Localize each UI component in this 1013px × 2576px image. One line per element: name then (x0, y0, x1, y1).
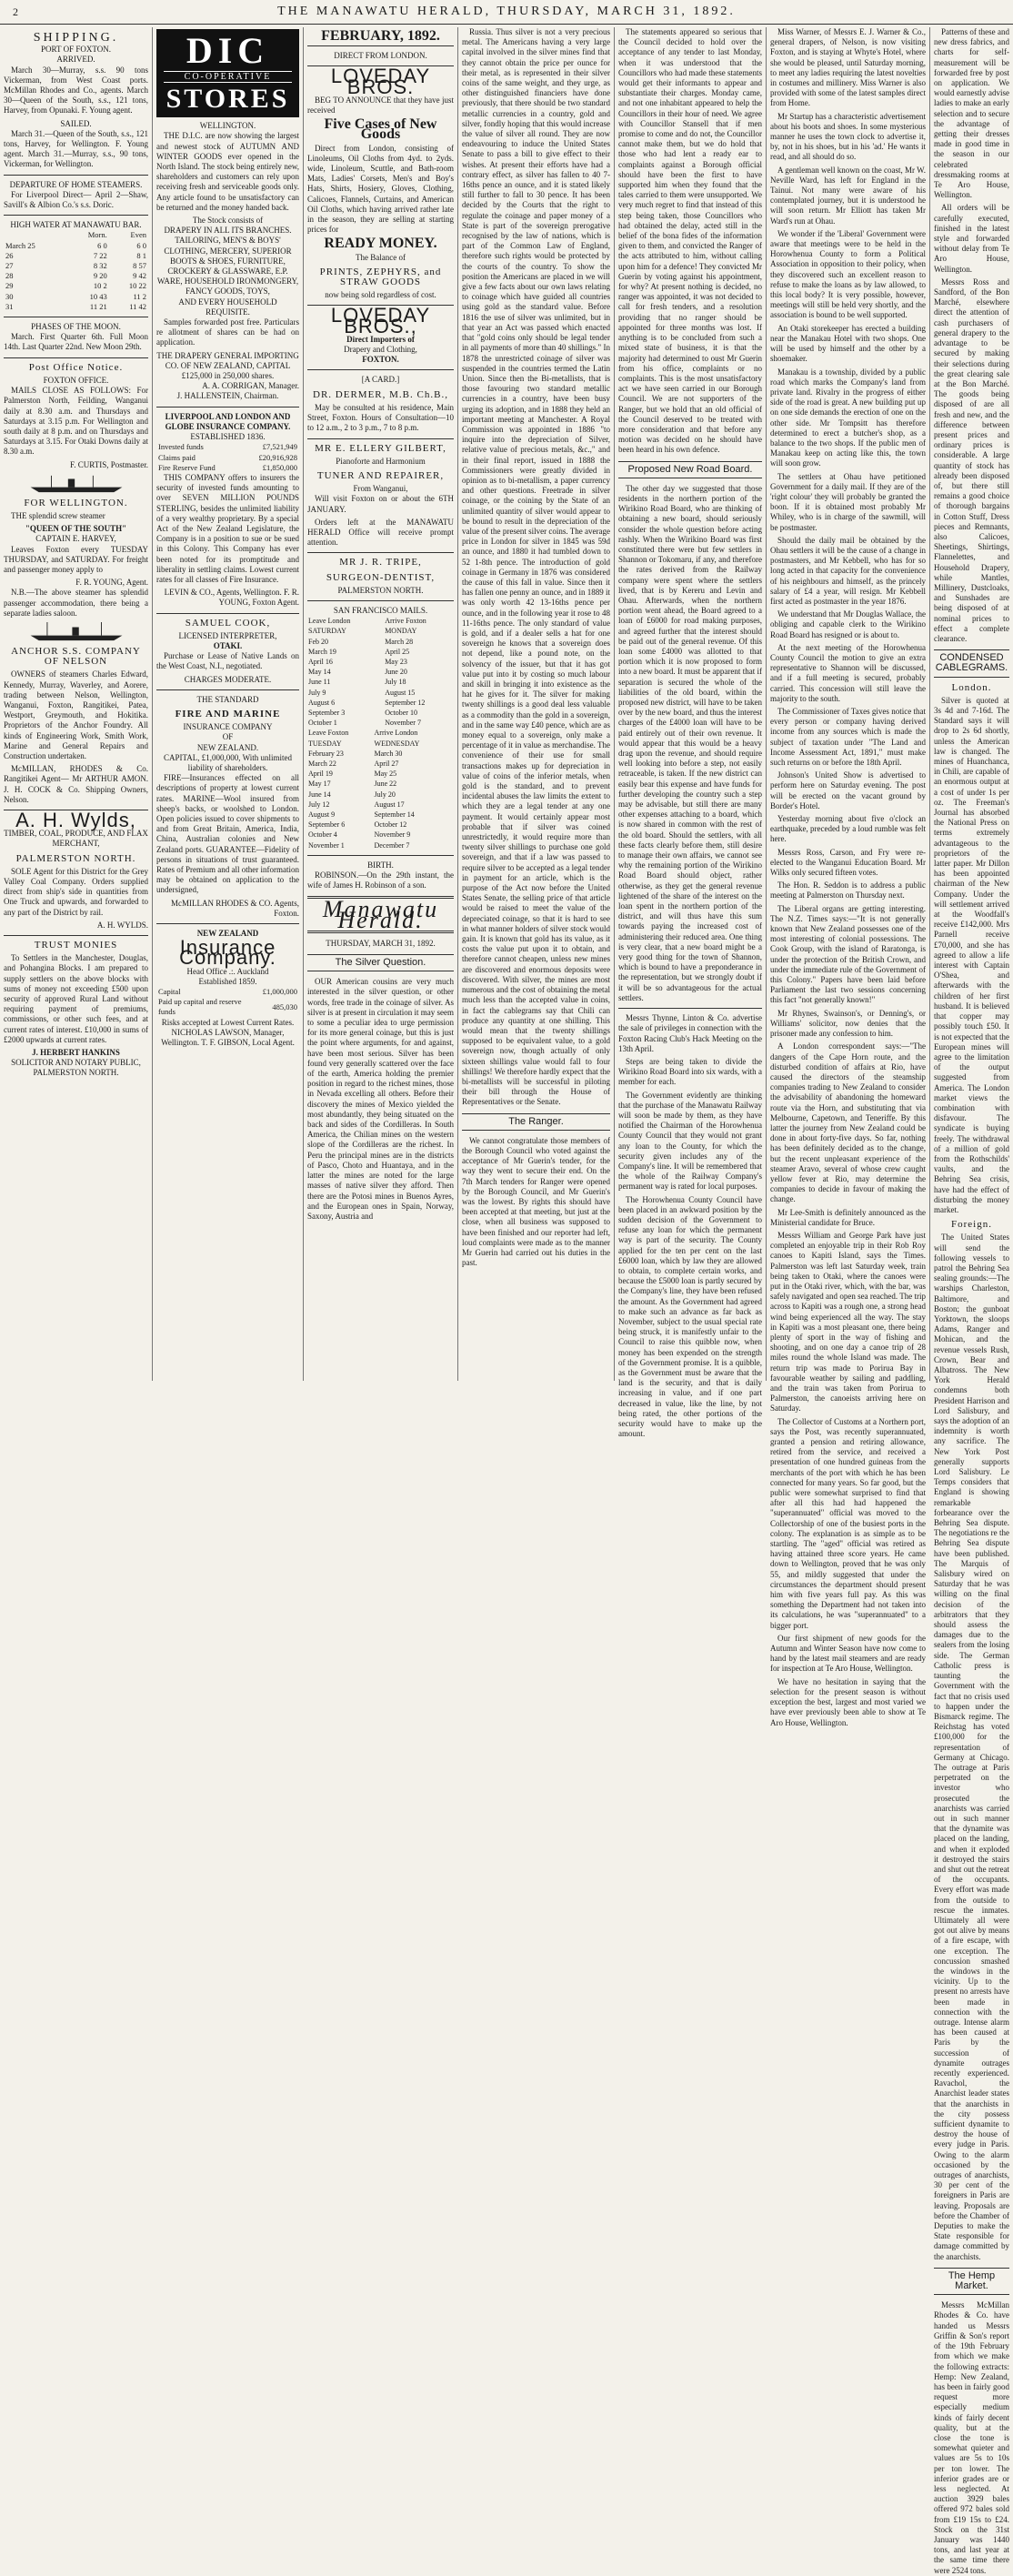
page-number: 2 (13, 5, 18, 18)
cook-sub: LICENSED INTERPRETER, (178, 630, 277, 640)
news-item: Messrs William and George Park have just completed an enjoyable trip in their Rob Roy canoes to Kapiti Island, says the Times. Palmerston was left last Saturday week, train being taken to Otaki, where the canoes were put in the Otaki river, which, with the bar, was safely navigated and open sea reached. The trip across to Kapiti was a rough one, a strong head wind being experienced all the way. The stay in Kapiti was a most pleasant one, there being plenty of sport in the way of fishing and shooting, and on one day a canoe trip of 28 miles round the whole Island was made. The return trip was made to Porirua Bay in favourable weather by sailing and paddling, and the train was taken from Porirua to Palmerston, the canoeists arriving here on Saturday. (770, 1230, 926, 1414)
std-title: THE STANDARD (196, 694, 259, 704)
prints: PRINTS, ZEPHYRS, and STRAW GOODS (319, 266, 442, 288)
ranger-text: We cannot congratulate those members of the Borough Council who voted against the acceptance of Mr Guerin's tender, for the way they went to secure their end. On the 7th March tenders for Ranger were opened by the Borough Council, and Mr Guerin's was the lowest. By rights this should have been accepted at that meeting, but just at the close, when all business was supposed to have been finished and our reporter had left, loud complaints were made as to the manner Mr Guerin had carried out his duties in the past. (462, 1135, 610, 1268)
wellington-text: THE splendid screw steamer (11, 510, 105, 520)
date-line: THURSDAY, MARCH 31, 1892. (326, 938, 436, 948)
table-row: May 17 June 22 (308, 780, 397, 789)
silver-text: OUR American cousins are very much interested in the silver question, or other words, free trade in the coinage of silver. As silver is at present in circulation it may seem to some a peculiar idea to urge permission for its more general coinage, but this is just the point where arguments, for and against, have been most serious. Silver has been found very generally scattered over the face of the earth, America holding the premier position in regard to the richest mines, those in Nevada excelling all others. Before their discovery the mines of Mexico yielded the most abundantly, they being situated on the back and sides of the Cordilleras. In South America, the Chilian mines on the western slope of the Cordilleras are the richest. In Peru the principal mines are in the districts of Pasco, Choto and Huantaya, and in the latter the mines are noted for the large masses of native silver they afford. Then there are the Potosi mines in Buenos Ayres, and the European ones in Spain, Norway, Saxony, Austria and (307, 977, 454, 1221)
steps-text: Steps are being taken to divide the Wirikino Road Board into six wards, with a member for each. (618, 1056, 762, 1087)
news-item: A London correspondent says:—"The dangers of the Cape Horn route, and the disturbed condition of affairs at Rio, have caused the directors of the steamship companies trading to New Zealand to consider the advisability of abandoning the homeward route via the Horn, and substituting that via Melbourne, Capetown, and Teneriffe. By this latter the journey from New Zealand could be done in about forty-five days. So far, nothing has been definitely decided as to the change, but the recent unpleasant experience of the steamer Aravo, several of whose crew caught yellow fever at Rio, may determine the companies to decide in favour of making the change. (770, 1041, 926, 1204)
tripe-sub: SURGEON-DENTIST, (326, 571, 436, 583)
dic-samples: Samples forwarded post free. Particulars re allotment of shares can be had on application. (156, 317, 299, 347)
table-row: October 1 November 7 (308, 719, 421, 728)
nz-table (156, 987, 299, 1018)
gilbert-title: MR E. ELLERY GILBERT, (315, 442, 446, 454)
wylds-sub: TIMBER, COAL, PRODUCE, AND FLAX MERCHANT, (4, 829, 148, 849)
cook-charges: CHARGES MODERATE. (184, 674, 272, 684)
dic-text: THE D.I.C. are now showing the largest and newest stock of AUTUMN AND WINTER GOODS ever opened in the North Island. The stock being entirely new, shareholders and customers can rely upon receiving fresh and serviceable goods only. Any article found to be unsatisfactory can be returned and the money handed back. (156, 131, 299, 212)
tripe-place: PALMERSTON NORTH. (337, 585, 424, 595)
queen-agent: F. R. YOUNG, Agent. (75, 578, 148, 588)
arrived-label: ARRIVED. (56, 55, 95, 65)
column-6 (767, 27, 930, 1727)
loveday-title-2: LOVEDAY BROS., (330, 304, 431, 337)
std-capital: CAPITAL, £1,000,000, With unlimited liability of shareholders. (164, 752, 292, 772)
masthead-title: THE MANAWATU HERALD, THURSDAY, MARCH 31, 1892. (277, 5, 736, 18)
table-row: Feb 20 March 28 (308, 637, 414, 646)
anchor-agents: McMILLAN, RHODES & Co. Rangitikei Agent— Mr ARTHUR AMON. J. H. COCK & Co. Shipping Owners, Nelson. (4, 764, 148, 804)
mails-table-1: Leave London SATURDAY Arrive Foxton MONDAY Feb 20 March 28 March 19 April 25 April 16 May 23 May 14 June 20 June 11 July 18 July 9 August 15 August 6 September 12 September 3 October 10 October 1 November 7 (307, 616, 454, 728)
table-row: 26 7 22 8 1 (5, 250, 146, 260)
drapery: Drapery and Clothing, (344, 345, 417, 355)
news-item: At the next meeting of the Horowhenua County Council the motion to give an extra representative to Shannon will be discussed, and if a full meeting is secured, probably carried. This concession will still leave the majority to the south. (770, 642, 926, 703)
anchor-text: OWNERS of steamers Charles Edward, Kennedy, Murray, Waverley, and Aorere, trading between Nelson, Wellington, Wanganui, Foxton, Rangitikei, Patea, Westport, Greymouth, and Hokitika. Proprietors of the Anchor Foundry. All kinds of Engineering Work, Smith Work, Marine and General Repairs and Construction undertaken. (4, 669, 148, 760)
dic-logo: DIC CO-OPERATIVE STORES (156, 29, 299, 117)
hankins-name: J. HERBERT HANKINS (32, 1048, 120, 1058)
steamship-icon (22, 622, 131, 642)
news-item: Mr Rhynes, Swainson's, or Denning's, or Williams' solicitor, now denies that the prisoner made any confession to him. (770, 1008, 926, 1039)
news-item: Should the daily mail be obtained by the Ohau settlers it will be the cause of a change in postmasters, and Mr Kebbell, who has for so long acted in that capacity for the convenience of his neighbours and himself, as the princely salary of £4 a year, will resign. Mr Kebbell first acted as postmaster in the year 1876. (770, 535, 926, 606)
card-label: [A CARD.] (361, 375, 400, 385)
news-item: Patterns of these and new dress fabrics, and charts for self-measurement will be forwarded free by post on application. We would earnestly advise ladies to make an early selection and to secure the advantage of getting their dresses made in good time in the season in our celebrated dressmaking rooms at Te Aro House, Wellington. (934, 27, 1009, 200)
post-office-sign: F. CURTIS, Postmaster. (69, 459, 148, 469)
nz-risks: Risks accepted at Lowest Current Rates. (161, 1017, 295, 1027)
foreign-text: The United States will send the following vessels to patrol the Behring Sea sealing grounds:—The warships Charleston, Baltimore, and Boston; the gunboat Yorktown, the sloops Adams, Ranger and Mohican, and the revenue vessels Rush, Crown, Bear and Albatross. The New York Herald condemns both President Harrison and Lord Salisbury, and says the adoption of an indemnity is worth any sacrifice. The New York Post generally supports Lord Salisbury. Le Temps considers that England is showing remarkable forbearance over the Behring Sea dispute. The negotiations re the Behring Sea dispute have been published. The Marquis of Salisbury wired on Saturday that he was willing on the final decision of the arbitrators that they should assess the damages due to the sealers from the losing side. The German Catholic press is taunting the Government with the fact that no crisis used to happen under the Bismarck regime. The Reichstag has voted £100,000 for the representation of Germany at Chicago. The outrage at Paris perpetrated on the investor who prosecuted the anarchists was carried out in such manner that the dynamite was placed on the landing, and when it exploded it destroyed the stairs and shut out the retreat of the occupants. Every effort was made from the outside to rescue the inmates. Ultimately all were got out alive by means of a fire escape, with one exception. The concussion smashed the windows in the vicinity. Up to the present no arrests have been made in connection with the outrage. Intense alarm has been caused at Paris by the succession of dynamite outrages recently experienced. Ravachol, the Anarchist leader states that the anarchists in the city possess sufficient dynamite to destroy the house of every judge in Paris. Owing to the alarm occasioned by the outrages of anarchists, 30 per cent of the foreigners in Paris are leaving. Proposals are before the Chamber of Deputies to make the State responsible for damage committed by the anarchists. (934, 1233, 1009, 2261)
cook-place: OTAKI. (213, 640, 243, 650)
tide-table: Morn. Even March 25 6 0 6 0 26 7 22 8 1 27 8 32 8 57 28 9 20 9 42 29 10 2 10 22 30 10 43 11 2 31 11 21 11 42 (5, 230, 146, 311)
dic-list: DRAPERY IN ALL ITS BRANCHES. TAILORING, MEN'S & BOYS' CLOTHING, MERCERY, SUPERIOR BOOTS & SHOES, FURNITURE, CROCKERY & GLASSWARE, E.P. WARE, HOUSEHOLD IRONMONGERY, FANCY GOODS, TOYS, (156, 226, 299, 297)
mails-table-2: Leave Foxton TUESDAY Arrive London WEDNESDAY February 23 March 30 March 22 April 27 April 19 May 25 May 17 June 22 June 14 July 20 July 12 August 17 August 9 September 14 September 6 October 12 October 4 November 9 November 1 December 7 (307, 728, 454, 850)
table-row: April 19 May 25 (308, 770, 397, 779)
dermer-text: May be consulted at his residence, Main Street, Foxton. Hours of Consultation—10 to 12 a.m., 2 to 3 p.m., 7 to 8 p.m. (307, 402, 454, 433)
gilbert-from: From Wanganui, (353, 484, 408, 494)
table-row: Invested funds £7,521,949 (158, 442, 297, 452)
hemp-title: The Hemp Market. (934, 2268, 1009, 2295)
news-item: Mr Lee-Smith is definitely announced as the Ministerial candidate for Bruce. (770, 1207, 926, 1227)
port-title: PORT OF FOXTON. (41, 45, 111, 55)
std-text: FIRE—Insurances effected on all descriptions of property at lowest current rates. MARINE—Wool insured from sheep's backs, or woolshed to London. Open policies issued to cover shipments to and from Great Britain, America, India, China, Australian colonies and New Zealand ports. GUARANTEE—Fidelity of persons in situations of trust guaranteed. Rates of Premium and all other information may be obtained on application to the undersigned, (156, 773, 299, 895)
table-row: Fire Reserve Fund £1,850,000 (158, 462, 297, 472)
road-title: Proposed New Road Board. (618, 461, 762, 478)
arrived-text: March 30—Murray, s.s. 90 tons Vickerman, from West Coast ports. McMillan Rhodes and Co., agents. March 30—Queen of the South, s.s., 121 tons, Harvey, from Opunaki. F. Young agent. (4, 65, 148, 116)
moon-title: PHASES OF THE MOON. (31, 322, 121, 332)
wellington-title: FOR WELLINGTON. (24, 497, 128, 508)
steamship-icon (22, 474, 131, 494)
now-selling: now being sold regardless of cost. (325, 290, 436, 300)
sailed-label: SAILED. (60, 118, 92, 128)
moon-text: March. First Quarter 6th. Full Moon 14th. Last Quarter 22nd. New Moon 29th. (4, 332, 148, 352)
news-item: A gentleman well known on the coast, Mr W. Neville Ward, has left for England in the Tainui. Not many were aware of his contemplated journey, but it is understood he will soon return. Mr Elliott has taken Mr Ward's run at Ohau. (770, 165, 926, 226)
table-row: 27 8 32 8 57 (5, 261, 146, 271)
table-row: July 12 August 17 (308, 800, 405, 809)
std-fire: FIRE AND MARINE (175, 708, 281, 719)
london-title: London. (951, 681, 992, 693)
dic-req: AND EVERY HOUSEHOLD REQUISITE. (178, 297, 277, 317)
news-item: Messrs Ross, Carson, and Fry were re-elected to the Wanganui Education Board. Mr Wilks only secured fifteen votes. (770, 847, 926, 878)
hankins-place: PALMERSTON NORTH. (33, 1068, 119, 1078)
news-item: Manakau is a township, divided by a public road which marks the Company's land from private land. Rivalry in the progress of either side of the road is great. A new building put up on one side demands the erection of one on the other side. Mr Tompsitt has therefore determined to erect a butcher's shop, as a balance to the two shops. If the public men of Manakau keep on acting like this, the town will soon grow. (770, 367, 926, 468)
table-row: February 23 March 30 (308, 749, 403, 758)
queen-name: "QUEEN OF THE SOUTH" (25, 524, 127, 534)
wylds-text: SOLE Agent for this District for the Grey Valley Coal Company. Orders supplied direct from ship's side in quantities from One Truck and upwards, and forwarded to any part of the District by rail. (4, 866, 148, 917)
shipping-title: SHIPPING. (33, 31, 119, 45)
news-item: We have no hesitation in saying that the selection for the present season is without exception the best, largest and most varied we have ever previously been able to show at Te Aro House, Wellington. (770, 1676, 926, 1727)
table-row: October 4 November 9 (308, 830, 411, 840)
cook-title: SAMUEL COOK, (185, 617, 271, 629)
table-row: November 1 December 7 (308, 840, 410, 850)
trust-title: TRUST MONIES (34, 940, 118, 951)
dermer-title: DR. DERMER, M.B. Ch.B., (313, 388, 448, 400)
table-row: August 6 September 12 (308, 698, 426, 707)
column-4 (458, 27, 615, 1381)
ready-money: READY MONEY. (324, 236, 437, 252)
goods-text: Direct from London, consisting of Linoleums, Oil Cloths from 4yd. to 2yds. wide, Linoleum, Scuttle, and Bath-room Mats, Ladies' Corsets, Men's and Boy's Hats, Shirts, Hosiery, Gloves, Clothing, Calicoes, Flannels, Curtains, and American Oil Cloths, which having arrived rather late in the season, they are selling at starting prices for (307, 143, 454, 235)
nz-est: Established 1859. (198, 976, 257, 986)
birth-text: ROBINSON.—On the 29th instant, the wife of James H. Robinson of a son. (307, 870, 454, 891)
table-row: August 9 September 14 (308, 810, 415, 819)
table-row: September 6 October 12 (308, 820, 407, 830)
table-row: Paid up capital and reserve funds 485,030 (158, 997, 297, 1017)
table-row: June 14 July 20 (308, 790, 396, 799)
std-agents: McMILLAN RHODES & CO. Agents, Foxton. (171, 898, 299, 918)
gilbert-orders: Orders left at the MANAWATU HERALD Office will receive prompt attention. (307, 517, 454, 548)
five-cases: Five Cases of New Goods (324, 116, 437, 143)
std-of: OF (222, 732, 234, 742)
silver-title: The Silver Question. (307, 954, 454, 971)
news-item: Johnson's United Show is advertised to perform here on Saturday evening. The post will be erected on the vacant ground by Border's Hotel. (770, 770, 926, 810)
news-item: All orders will be carefully executed, finished in the latest style and forwarded without delay from Te Aro House, Wellington. (934, 203, 1009, 274)
news-item: Messrs Ross and Sandford, of the Bon Marché, elsewhere direct the attention of cash purchasers of general drapery to the advantage to be secured by making their selections during the great clearing sale at the Bon Marché. The goods being disposed of are all fresh and new, and the difference between present prices and ordinary prices is considerable. A large quantity of stock has already been disposed of, but there still remains a good choice of thorough bargains in Cotton Stuff, Dress pieces and Remnants, also Calicoes, Sheetings, Shirtings, Flannelettes, and Household Drapery, while Mantles, Millinery, Dustcloaks, and Sunshades are being disposed of at nominal prices to effect a complete clearance. (934, 277, 1009, 643)
table-row: 30 10 43 11 2 (5, 291, 146, 301)
cable-title: CONDENSED CABLEGRAMS. (934, 649, 1009, 677)
cook-text: Purchase or Lease of Native Lands on the West Coast, N.I., negotiated. (156, 651, 299, 671)
table-row: June 11 July 18 (308, 678, 406, 687)
column-5 (615, 27, 767, 1439)
gilbert-text: Will visit Foxton on or about the 6TH JANUARY. (307, 494, 454, 514)
news-item: The Commissioner of Taxes gives notice that every person or company having derived income from any sources which is made the subject of taxation under "The Land and Income Assessment Act, 1891," must make such returns on or before the 18th April. (770, 707, 926, 768)
feb-title: FEBRUARY, 1892. (321, 28, 440, 44)
table-row: September 3 October 10 (308, 708, 417, 717)
table-row: May 14 June 20 (308, 668, 407, 677)
foxton: FOXTON. (362, 355, 399, 365)
tripe-title: MR J. R. TRIPE, (339, 557, 422, 569)
road-text: The other day we suggested that those residents in the northern portion of the Wirikino Road Board, who are thinking of obtaining a new board, should seriously consider the whole question before acting rashly. When the Wirikino Board was first constituted there were but few settlers in Shannon or Tokomaru, if any, and therefore the rates derived from the Railway company were spent where the settlers lived, that is by Kereru and Levin and Ohau. Afterwards, when the northern portion went ahead, the Board agreed to a loan of £6000 for road making purposes, and agreed further that the interest should be paid out of the general revenue. Of this loan some £4000 was allotted to that portion which it is now proposed to form into a new board. It must be apparent that if separation is secured the whole of the liabilities of the old board, within the proposed new district, will have to be taken over by the new board, and thus the interest charges of the £4000 loan will have to be paid entirely out of their own revenue. It would appear that this would be a heavy drag upon the revenue, and should require well looking into before a step, not easily retraceable, is taken. If the new district can easily bear this expense and have funds for further developing the country such a step may be advisable, but still there are many other expenses attaching to a board, which is now shared in common with the rest of the old board. Should the settlers, with all these facts clearly before them, still desire to manage their own affairs, we cannot see why the remaining portion of the Wirikino Road Board should object, rather otherwise, as they get the general revenue lightened of the share of the interest on the loan spent in the northern portion of the district, and will thus have this sum towards paying the increased cost of administering their reduced area. One thing is very clear, that a new board might be a very good thing for the town of Shannon, which is bound to have a preponderance in the representation, but we strongly doubt if it will be so advantageous for the actual settlers. (618, 483, 762, 1002)
news-item: The Hon. R. Seddon is to address a public meeting at Palmerston on Thursday next. (770, 880, 926, 901)
column-3 (304, 27, 458, 1381)
nz-head: Head Office .:. Auckland (186, 966, 269, 976)
lpool-table (156, 442, 299, 473)
lpool-est: ESTABLISHED 1836. (190, 432, 266, 442)
importers: Direct Importers of (346, 334, 415, 344)
herald-title: Manawatu Herald. (322, 896, 439, 933)
table-row: March 22 April 27 (308, 759, 399, 768)
queen-text: Leaves Foxton every TUESDAY THURSDAY, and SATURDAY. For freight and passenger money apply to (4, 544, 148, 574)
lpool-title: LIVERPOOL AND LONDON AND GLOBE INSURANCE COMPANY. (165, 411, 291, 431)
departure-text: For Liverpool Direct— April 2—Shaw, Savill's & Albion Co.'s s.s. Doric. (4, 189, 148, 210)
balance: The Balance of (356, 252, 406, 262)
govt-text: The Government evidently are thinking that the purchase of the Manawatu Railway will soon be made by them, as they have notified the Chairman of the Horowhenua County Council that they would not grant any loan to the County, for which the security given includes any of the Company's line. It will be remembered that the whole of the Railway Company's permanent way is rated for local purposes. (618, 1090, 762, 1192)
horo-text: The Horowhenua County Council have been placed in an awkward position by the sudden decision of the Government to refuse any loan for which the permanent way is part of the security. The County applied for the ten per cent on the last £6000 loan, which by law they are allowed to obtain, to complete certain works, and because the £5000 loan is partly secured by the Company's line, they have been refused the amount. As the Government had agreed to make such an advance as far back as November, subject to the usual special rate being struck, it is manifestly unfair to the Council to raise this quibble now, when money has been expended on the strength of the Government promise. It is a quibble, as the Government must be aware that the land is the security, and that is daily increasing in value, and if one part decreased in value, like the line, by not being rated, the other portions of the security would have to make up the amount. (618, 1194, 762, 1439)
lpool-agents: LEVIN & CO., Agents, Wellington. F. R. YOUNG, Foxton Agent. (164, 588, 299, 608)
tuner-title: TUNER AND REPAIRER, (316, 469, 445, 481)
lpool-text: THIS COMPANY offers to insurers the security of invested funds amounting to over SEVEN MILLION POUNDS STERLING, besides the unlimited liability of a very wealthy proprietary. By a special Act of the New Zealand Legislature, the Company is in a position to sue or be sued in this Colony. This Company has ever been noted for its promptitude and liberality in settling claims. Lowest current rates for all classes of Fire Insurance. (156, 472, 299, 584)
silver-text-cont: Russia. Thus silver is not a very precious metal. The Americans having a very large capital involved in the silver mines find that they cannot obtain the price per ounce for their metal, as is represented in their silver coins of the same weight, and they urge, as other distinguished financiers have done previously, that there should be two standard metallic currencies in a country, gold and silver, fondly hoping that this would increase the value of silver all round. They are now endeavouring to induce the United States Senate to pass a bill to give effect to their wishes. At present their efforts have had a contrary effect, as silver has fallen to 40 7-16ths pence an ounce, and it is stated likely still further to fall to 30 pence. It has been decided by the Courts that the right to regulate the coinage and paper money of a State is part of the sovereign prerogative recognised by the law of nations, which is part of the Common Law of England, therefore such rights would be protected by the courts of the country. To show the position the Americans are placed in we will give a few facts about our own laws relating to coinage which have guided all countries using gold as the standard value. Before 1816 the use of silver was unlimited, but in that year an Act was passed which enacted that "gold coins only should be legal tender in all payments of more than 40 shillings." In 1878 the unrestricted coinage of silver was suspended in the countries termed the Latin Union. Since then the Bi-metallists, that is those favouring two standard metallic currencies in a country, have been busy urging its adoption, and in 1888 they held an important meeting at Manchester. A Royal Commission was appointed in 1886 "to inquire into the depreciation of Silver, relative value of precious metals, &c.," and in their final report, issued in 1888 the Commissioners were greatly divided in opinion as to bi-metallism, a paper currency and other questions. Freetrade in silver coinage, or the coining by the State of an unlimited quantity of silver would appear to be bound to result in the depreciation of the value of the present silver coins. The average price in London for silver in 1845 was 59d an ounce, and 1880 it had tumbled down to 52 1-8th pence. The introduction of gold coinage in Germany in 1876 was considered the cause of this fall in value. Since then it has fallen one penny an ounce, and in 1889 it was only worth 42 13-16ths pence per ounce, and in the following year it rose to 48 11-16ths pence. The only standard of value is gold, and if a dealer sells a hat for one sovereign he knows that a sovereign does not depend, like a pound note, on the solvency of the issuer, but that it has got value put into it by costing so much labour and skill in bringing it into existence as the hat he gives for it. The silver for making twenty shillings is a good deal less valuable as a commodity than the gold in a sovereign, and in the same way £40 pence, which are as money equal to a sovereign, only make a percentage of it in value as merchandise. The convenience of their use for small transactions makes up for depreciation in value of coins of the inferior metals, when gold is the standard, and to prevent incidental abuses the law limits the extent to which they are a legal tender at any one payment. It would certainly appear most probable that if silver was coined unrestrictedly, it would require more than twenty silver shillings to purchase one gold sovereign, and that if a law was passed to require silver to be accepted as a legal tender in payment for an article, which is the purpose of the Act now before the United States Senate, the selling price of that article would be raised to meet the value of the depreciated coinage, so that it is hard to see in what manner holders of silver stock would gain. It is known that gold has its value, as it costs the value put upon it to obtain, and therefore cannot cheapen, unless new mines are discovered and enormous deposits were discovered. With silver, the mines are most numerous and the cost of obtaining the metal much less than the accepted value in coins, in fact the cablegrams say that Chili can produce any quantity at one shilling. This would mean that the twenty shillings supposed to be equivalent value, to a gold sovereign now, though actually of only sixteen shillings value would fall to four shillings! We therefore hardly expect that the bi-metallists will be successful in piloting their bill through the House of Representatives or the Senate. (462, 27, 610, 1107)
news-item: An Otaki storekeeper has erected a building near the Manakau Hotel with two shops. One will be used by himself and the other by a shoemaker. (770, 323, 926, 364)
nz-sign: NICHOLAS LAWSON, Manager, Wellington. T. F. GIBSON, Local Agent. (161, 1027, 295, 1048)
column-7 (930, 27, 1013, 2575)
table-row: Claims paid £20,916,928 (158, 452, 297, 462)
std-nz: NEW ZEALAND. (196, 742, 259, 752)
foreign-title: Foreign. (951, 1219, 992, 1231)
news-item: The Collector of Customs at a Northern port, says the Post, was recently superannuated, granted a pension and retiring allowance, retired from the service, and received a presentation of one hundred guineas from the merchants of the port with which he has been connected for many years. So far good, but the public were somewhat surprised to find that after all this had had happened the "superannuated" official was moved to the Collectorship of one of the busiest ports in the colony. The explanation is as simple as to be startling. The "aged" official was retired as having attained three score years. He came down to Wellington, proved that he was only 55, and mildly suggested that under the circumstances the department should present him with five years full pay. As this was something the Department had not taken into its calculations, he was "superannuated" to a bigger port. (770, 1416, 926, 1630)
anchor-title: ANCHOR S.S. COMPANY OF NELSON (11, 645, 141, 668)
departure-title: DEPARTURE OF HOME STEAMERS. (9, 179, 143, 189)
dic-consists: The Stock consists of (192, 216, 264, 226)
sailed-text: March 31.—Queen of the South, s.s., 121 tons, Harvey, for Wellington. F. Young agent. March 31.—Murray, s.s., 90 tons, Vickerman, for Wellington. (4, 128, 148, 169)
table-row: March 19 April 25 (308, 647, 410, 656)
dic-place: WELLINGTON. (199, 121, 256, 131)
hemp-text: Messrs McMillan Rhodes & Co. have handed us Messrs Griffin & Son's report of the 19th February from which we make the following extracts: Hemp: New Zealand, has been in fairly good request more especially medium kinds of fairly decent quality, but at the close the tone is somewhat quieter and values are 5s to 10s per ton lower. The inferior grades are or less neglected. At auction 3929 bales offered 972 bales sold from £19 15s to £24. Stock on the 31st January was 1440 tons, and last year at the same time there were 2524 tons. (934, 2300, 1009, 2575)
column-2 (153, 27, 304, 1381)
birth-title: BIRTH. (367, 860, 394, 870)
post-office-sub: FOXTON OFFICE. (43, 375, 109, 385)
post-office-text: MAILS CLOSE AS FOLLOWS: For Palmerston North, Feilding, Wanganui daily at 8.30 a.m. and Thursdays and Saturdays at 3.15 p.m. For Wellington and south daily at 8 p.m. and on Thursdays and Saturdays at 3.15. For Otaki Downs daily at 8.30 a.m. (4, 386, 148, 457)
ranger-title: The Ranger. (462, 1113, 610, 1131)
dic-chair: J. HALLENSTEIN, Chairman. (176, 391, 279, 401)
column-1 (0, 27, 153, 1381)
table-row: 28 9 20 9 42 (5, 271, 146, 281)
news-item: The settlers at Ohau have petitioned Government for a daily mail. If they are of the 'right colour' they will probably be granted the boon. If it is obtained most probably Mr Whiley, who is in charge of the sawmill, will be postmaster. (770, 471, 926, 532)
news-item: Yesterday morning about five o'clock an earthquake, preceded by a loud rumble was felt here. (770, 814, 926, 844)
tide-title: HIGH WATER AT MANAWATU BAR. (10, 220, 142, 230)
news-item: The Liberal organs are getting interesting. The N.Z. Times says:—"It is not generally known that New Zealand possesses one of the most interesting of colonial possessions. The Cook Group, with the island of Raratonga, is under the protection of the British Crown, and under the immediate rule of the Government of this Colony." Papers have been laid before Parliament the last two sessions concerning this fact "not generally known!" (770, 903, 926, 1005)
nz-title: NEW ZEALAND (196, 929, 259, 939)
table-row: July 9 August 15 (308, 688, 416, 697)
table-row: Capital £1,000,000 (158, 987, 297, 997)
ranger-text-cont: The statements appeared so serious that the Council decided to hold over the acceptance of any tender to last Monday, when it was understood that the Councillors who had made these statements would get their informants to appear and substantiate their charges. Monday came, and not one inhabitant appeared to help the Councillors in their hour of need. We agree with Councillor Stansell that if men promise to come and do not, the Councillor cannot make them, but we do hold that those who had lent a ready ear to complaints against a Borough official should have been the first to have supported him when they found that the tales carried to them were unsupported. We very much regret to find that instead of this step being taken, those Councillors who had obtained the delay, acted still in the belief of the bona fides of the information given to them, and convicted the Ranger of the acts attributed to him, without calling upon him for a defence! They convicted Mr Guerin by voting against his appointment, for why? At present nothing is decided, no ranger was appointed, it was not decided to call for fresh tenders, and a resolution providing that no ranger should be appointed for three months was lost. If anything is to be concluded from such a mixed state of business, it is that the majority had determined to oust Mr Guerin from his office, complaints or no complaints. This is the most unsatisfactory act we have seen carried in our Borough Council. We are not supporters of the Ranger, but we hold that an old official of the Council deserved to be treated with more consideration and that before any motion was decided on he should have been heard in his own defence. (618, 27, 762, 455)
gilbert-sub: Pianoforte and Harmonium (336, 456, 426, 466)
direct-title: DIRECT FROM LONDON. (334, 51, 427, 61)
dic-company: THE DRAPERY GENERAL IMPORTING CO. OF NEW ZEALAND, CAPITAL £125,000 in 250,000 shares. (156, 350, 299, 381)
queen-note: N.B.—The above steamer has splendid passenger accommodation, there being a separate ladies saloon. (4, 588, 148, 618)
trust-text: To Settlers in the Manchester, Douglas, and Pohangina Blocks. I am prepared to supply settlers on the above blocks with sums of money not exceeding £500 upon security of approved Rural Land without requiring payment of premiums, commissions, or other such fees, and at current rates of interest. £10,000 in sums of £2000 upwards at current rates. (4, 953, 148, 1044)
news-item: Miss Warner, of Messrs E. J. Warner & Co., general drapers, of Nelson, is now visiting Foxton, and is staying at Whyte's Hotel, where she would be pleased, until Saturday morning, to meet any ladies requiring the latest novelties in costumes and millinery. Miss Warner is also provided with some of the latest samples direct from Home. (770, 27, 926, 108)
london-text: Silver is quoted at 3s 4d and 7-16d. The Standard says it will drop to 2s 6d shortly, unless the American law is changed. The mines of Huanchanca, in Chili, are capable of an enormous output at a cost of under 1s per oz. The Freeman's Journal has absorbed the National Press on terms extremely advantageous to the proprietors of the latter paper. Mr Dillon has been appointed chairman of the New Company. Under the will settlement arrived at the Woodfall's receive £142,000. Mrs Parnell receive £70,000, and she has agreed to allow a life interest with Captain O'Shea, and afterwards with the children of her first husband. It is believed that copper may possibly touch £50. It is not expected that the European mines will agree to the limitation of the output suggested from America. The London market views the combination with disfavour. The syndicate is buying freely. The withdrawal of a million of gold from the Rothschilds' vaults, and the Behring Sea crisis, have had the effect of disturbing the money market. (934, 695, 1009, 1214)
loveday-beg: BEG TO ANNOUNCE that they have just received (307, 95, 454, 116)
masthead (0, 0, 1013, 25)
nz-big: Insurance Company. (179, 936, 276, 970)
post-office-title: Post Office Notice. (28, 361, 124, 373)
std-ins: INSURANCE COMPANY (183, 722, 273, 732)
news-item: Our first shipment of new goods for the Autumn and Winter Season have now come to hand by the latest mail steamers and are ready for inspection at Te Aro House, Wellington. (770, 1633, 926, 1674)
table-row: March 25 6 0 6 0 (5, 240, 146, 250)
thynne-text: Messrs Thynne, Linton & Co. advertise the sale of privileges in connection with the Foxton Racing Club's Hack Meeting on the 13th April. (618, 1013, 762, 1053)
wylds-title: A. H. Wylds, (15, 809, 136, 831)
captain: CAPTAIN E. HARVEY, (35, 534, 116, 544)
hankins-title: SOLICITOR AND NOTARY PUBLIC, (11, 1058, 141, 1068)
mails-title: SAN FRANCISCO MAILS. (333, 605, 428, 615)
wylds-sign: A. H. WYLDS. (96, 920, 148, 930)
news-item: Mr Startup has a characteristic advertisement about his boots and shoes. In some mysterious manner he uses the town clock to advertise it, by, not in his shoes, but in his 'ad.' He wants it read, and all should do so. (770, 111, 926, 162)
dic-manager: A. A. CORRIGAN, Manager. (202, 381, 299, 391)
table-row: 31 11 21 11 42 (5, 301, 146, 311)
news-item: We understand that Mr Douglas Wallace, the obliging and capable clerk to the Wirikino Road Board has resigned or is about to. (770, 609, 926, 639)
news-item: We wonder if the 'Liberal' Government were aware that meetings were to be held in the Horowhenua County to form a Political Association in opposition to their policy, when they discovered such an excellent reason to refuse to make the loans as by law allowed, to this local body? It is very possible, however, meetings will still be held very shortly, and the association is bound to be well supported. (770, 228, 926, 320)
table-row: April 16 May 23 (308, 657, 407, 666)
wylds-place: PALMERSTON NORTH. (15, 852, 136, 864)
table-row: 29 10 2 10 22 (5, 281, 146, 291)
loveday-title: LOVEDAY BROS. (330, 65, 431, 98)
